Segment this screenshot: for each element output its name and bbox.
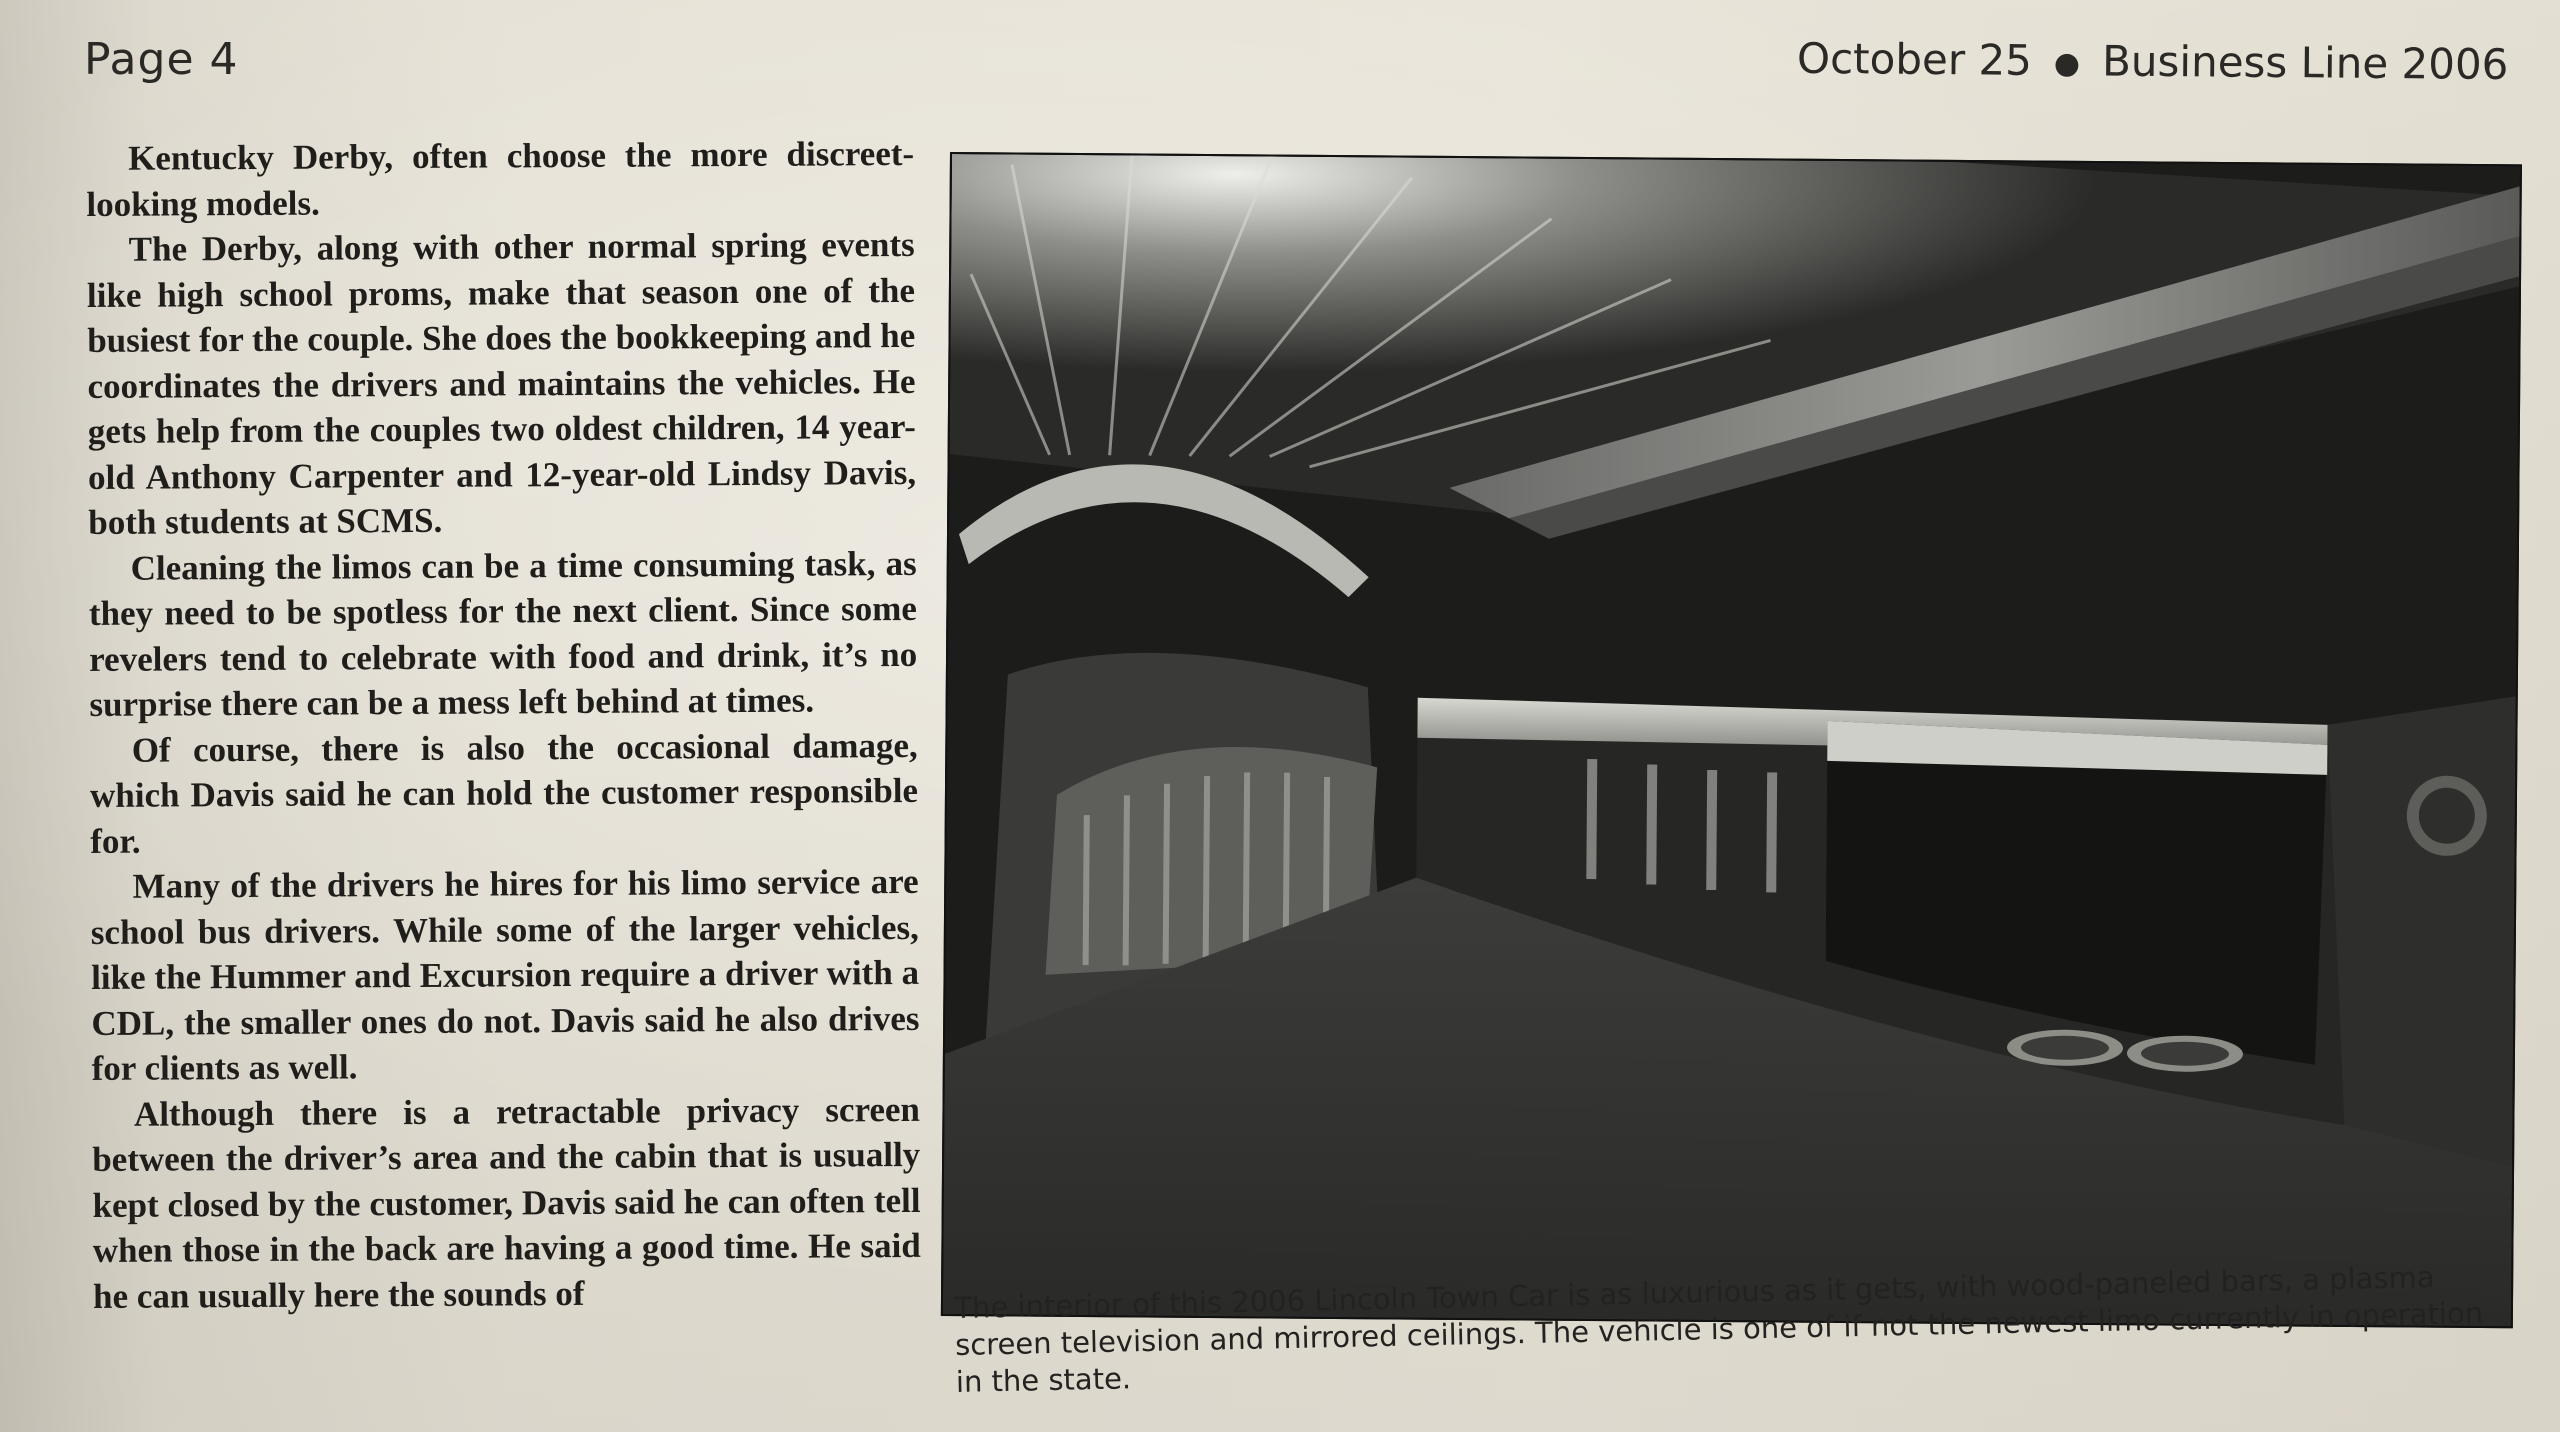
publication-name: Business Line 2006 xyxy=(2101,36,2509,89)
article-column xyxy=(86,131,921,1319)
article-paragraph: Although there is a retractable privacy screen between the driver’s area and the cabin that is usually kept closed by the customer, Davis said he can often tell when those in the back are having a good time. He said he can usually here the sounds of xyxy=(92,1089,921,1316)
limo-interior-photo xyxy=(941,152,2522,1328)
article-paragraph: Cleaning the limos can be a time consuming task, as they need to be spotless for the next client. Since some revelers tend to celebrate with food and drink, it’s no surprise there can be a mess left behind at times. xyxy=(88,543,918,724)
article-paragraph: Kentucky Derby, often choose the more discreet-looking models. xyxy=(86,133,915,224)
page-number: Page 4 xyxy=(84,34,239,85)
article-paragraph: Many of the drivers he hires for his limo service are school bus drivers. While some of the larger vehicles, like the Hummer and Excursion require a driver with a CDL, the smaller ones do not. Davis said he also drives for clients as well. xyxy=(90,861,920,1088)
limo-interior-illustration xyxy=(943,154,2520,1326)
bullet-separator: ● xyxy=(2053,46,2080,82)
masthead xyxy=(1796,34,2508,89)
article-paragraph: The Derby, along with other normal spring events like high school proms, make that season one of the busiest for the couple. She does the bookkeeping and he coordinates the drivers and maintains the vehicles. He gets help from the couples two oldest children, 14 year-old Anthony Carpenter and 12-year-old Lindsy Davis, both students at SCMS. xyxy=(86,224,917,542)
issue-date: October 25 xyxy=(1796,33,2032,85)
article-paragraph: Of course, there is also the occasional damage, which Davis said he can hold the customer responsible for. xyxy=(89,725,919,861)
photo-caption: The interior of this 2006 Lincoln Town Car is as luxurious as it gets, with wood-paneled bars, a plasma screen television and mirrored ceilings. The vehicle is one of if not the newest limo currently in operation in the state. xyxy=(954,1259,2484,1399)
